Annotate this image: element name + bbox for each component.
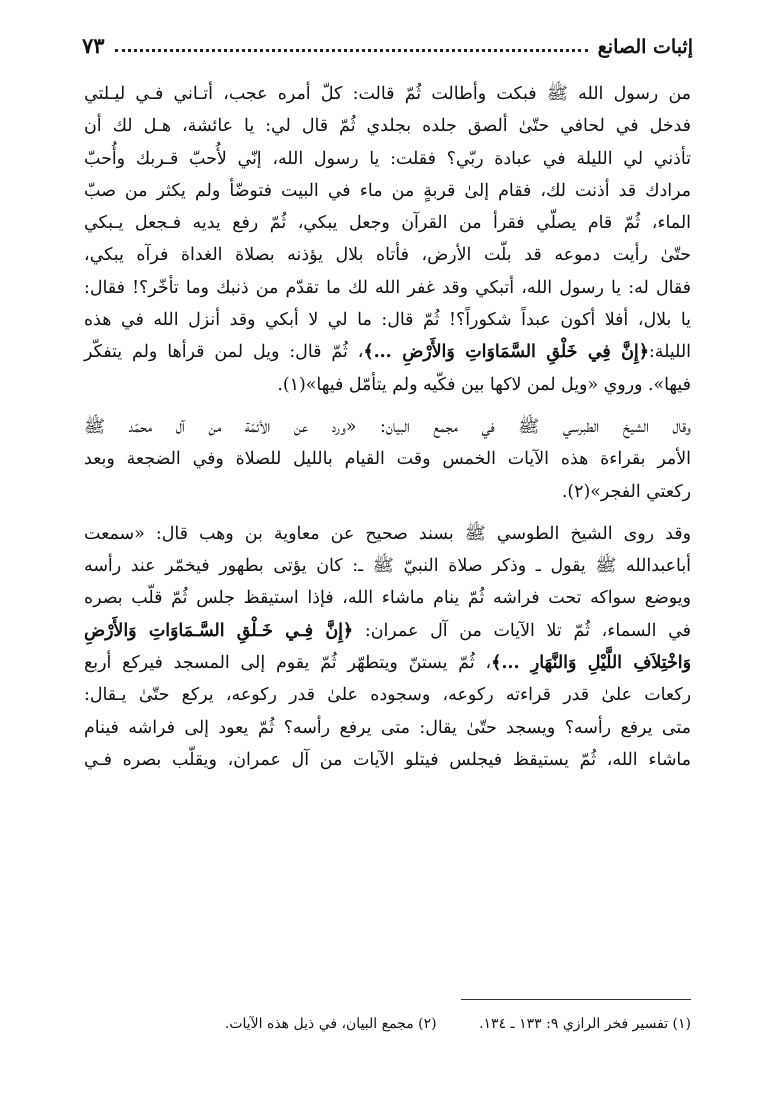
text-segment: ، ثُمّ قال: ويل لمن قرأها ولم يتفكّر [84,342,364,363]
footnotes [84,1013,691,1035]
footnote-2: (٢) مجمع البيان، في ذيل هذه الآيات. [224,1016,437,1032]
text-line: متى يرفع رأسه؟ ويسجد حتّىٰ يقال: متى يرفع رأسه؟ ثُمّ يعود إلى فراشه فينام [84,717,691,738]
quran-verse: ﴿إِنَّ فِـي خَـلْقِ السَّـمَاوَاتِ وَالأَرْضِ [84,620,354,641]
text-line: أباعبدالله ﷺ يقول ـ وذكر صلاة النبيّ ﷺ ـ: كان يؤتى بطهور فيخمّر عند رأسه [84,556,691,577]
text-line: فدخل في لحافي حتّىٰ ألصق جلده بجلدي ثُمّ قال لي: يا عائشة، هـل لك أن [84,116,691,137]
footnote-1: (١) تفسير فخر الرازي ٩: ١٣٣ ـ ١٣٤. [479,1016,691,1032]
quran-verse: وَاخْتِلاَفِ اللَّيْلِ وَالنَّهَارِ ...﴾ [491,653,691,674]
book-title: إثبات الصانع [597,36,693,58]
quran-verse: ﴿إِنَّ فِي خَلْقِ السَّمَاوَاتِ وَالأَرْضِ ...﴾ [363,342,649,363]
text-line: حتّىٰ رأيت دموعه قد بلّت الأرض، فأتاه بلال يؤذنه بصلاة الغداة فرآه يبكي، [84,245,691,266]
text-line: الماء، ثُمّ قام يصلّي فقرأ من القرآن وجعل يبكي، ثُمّ رفع يديه فـجعل يـبكي [84,213,691,234]
text-segment: الليلة: [648,342,691,363]
text-line: الأمر بقراءة هذه الآيات الخمس وقت القيام بالليل للصلاة وفي الضجعة وبعد [84,449,691,470]
text-line: فيها». وروي «ويل لمن لاكها بين فكّيه ولم يتأمّل فيها»(١). [277,374,691,395]
footnote-rule [461,999,691,1000]
text-line: وقال الشيخ الطبرسي ﷺ في مجمع البيان: «ورد عن الأئمّة من آل محمّد ﷺ [84,416,691,437]
running-header [82,28,693,58]
text-line [84,615,691,647]
text-line: ويوضع سواكه تحت فراشه ثُمّ ينام ماشاء الله، فإذا استيقظ جلس ثُمّ قلّب بصره [84,588,691,609]
text-line: ماشاء الله، ثُمّ يستيقظ فيجلس فيتلو الآيات من آل عمران، ويقلّب بصره فـي [84,749,692,770]
page-number: ٧٣ [82,33,105,58]
text-line: يا بلال، أفلا أكون عبداً شكوراً؟! ثُمّ قال: ما لي لا أبكي وقد أنزل الله في هذه [84,310,691,331]
text-line: مرادك قد أذنت لك، فقام إلىٰ قربةٍ من ماء في البيت فتوضّأ ولم يكثر من صبّ [84,180,691,201]
text-line [84,336,691,368]
text-line: ركعتي الفجر»(٢). [561,481,691,502]
text-line: من رسول الله ﷺ فبكت وأطالت ثُمّ قالت: كلّ أمره عجب، أتـاني فـي ليـلتي [84,84,691,104]
main-text [84,78,691,776]
text-line: وقد روى الشيخ الطوسي ﷺ بسند صحيح عن معاوية بن وهب قال: «سمعت [84,523,691,544]
text-line: تأذني لي الليلة في عبادة ربّي؟ فقلت: يا رسول الله، إنّي لأُحبّ قـربك وأُحبّ [84,148,691,169]
header-dot-leader [115,49,588,52]
text-segment: في السماء، ثُمّ تلا الآيات من آل عمران: [364,620,691,641]
text-segment: ، ثُمّ يستنّ ويتطهّر ثُمّ يقوم إلى المسجد فيركع أربع [84,653,492,674]
text-line: فقال له: يا رسول الله، أتبكي وقد غفر الله لك ما تقدّم من ذنبك وما تأخّر؟! فقال: [84,277,691,298]
text-line: ركعات علىٰ قدر قراءته ركوعه، وسجوده علىٰ قدر ركوعه، يركع حتّىٰ يـقال: [84,685,691,706]
text-line [84,647,691,679]
